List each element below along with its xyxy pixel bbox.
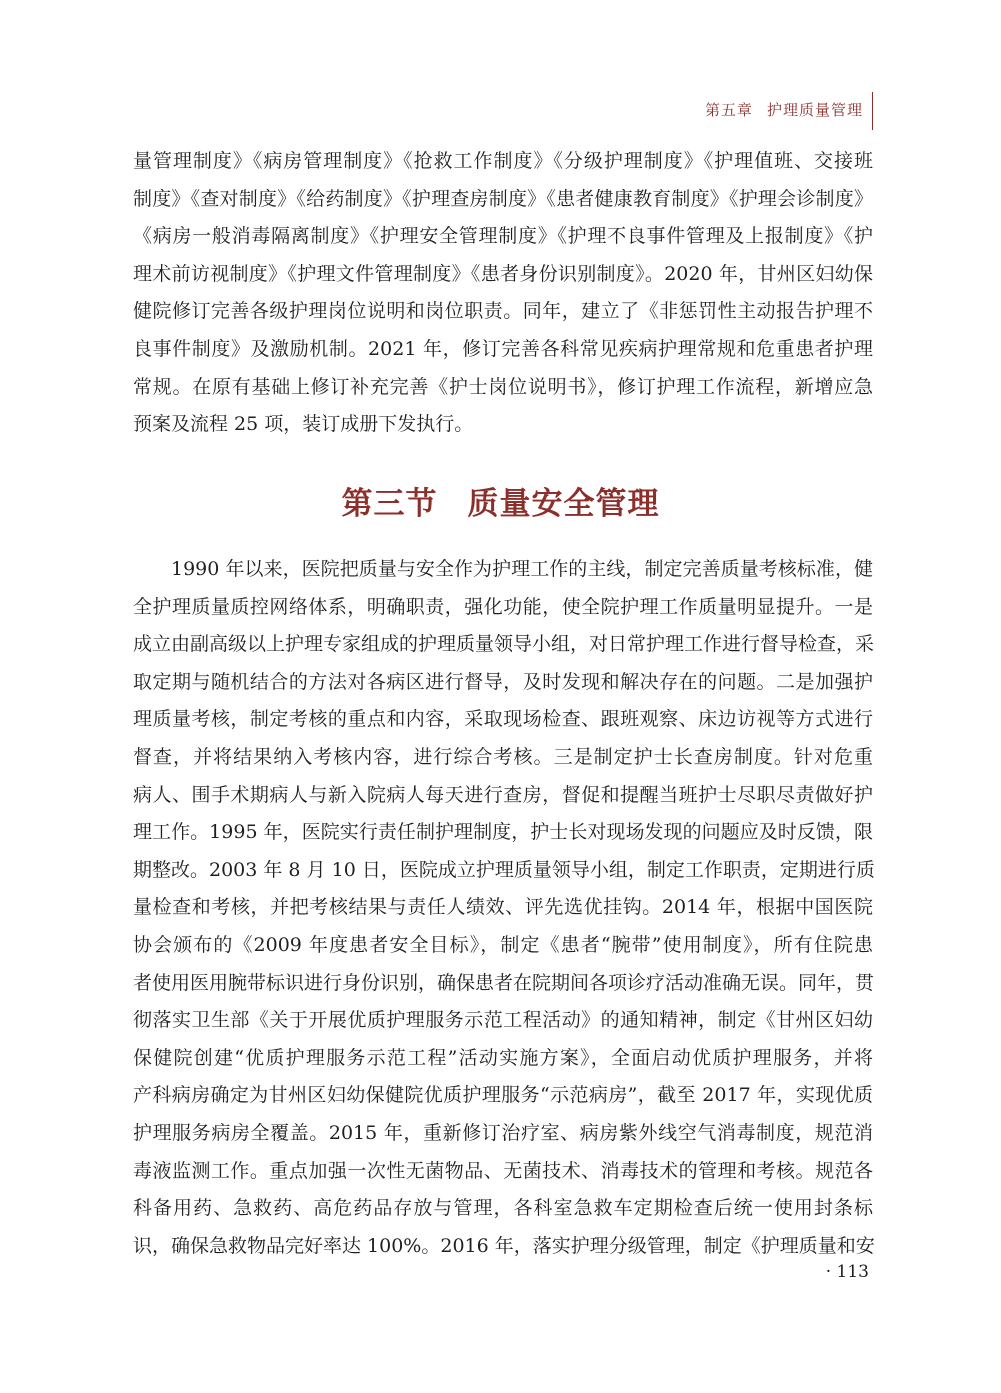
section-heading xyxy=(0,478,1001,523)
paragraph-continued xyxy=(133,143,873,444)
section-number: 第三节 xyxy=(341,486,438,522)
text-line: 保健院创建“优质护理服务示范工程”活动实施方案》，全面启动优质护理服务，并将 xyxy=(133,1046,873,1069)
text-line: 彻落实卫生部《关于开展优质护理服务示范工程活动》的通知精神，制定《甘州区妇幼 xyxy=(133,1009,873,1032)
text-line: 理工作。1995 年，医院实行责任制护理制度，护士长对现场发现的问题应及时反馈，限 xyxy=(133,821,873,844)
text-line: 全护理质量质控网络体系，明确职责，强化功能，使全院护理工作质量明显提升。一是 xyxy=(133,595,873,618)
text-line: 取定期与随机结合的方法对各病区进行督导，及时发现和解决存在的问题。二是加强护 xyxy=(133,670,873,693)
text-line: 协会颁布的《2009 年度患者安全目标》，制定《患者“腕带”使用制度》，所有住院患 xyxy=(133,933,873,956)
text-line: 病人、围手术期病人与新入院病人每天进行查房，督促和提醒当班护士尽职尽责做好护 xyxy=(133,783,873,806)
text-line: 理质量考核，制定考核的重点和内容，采取现场检查、跟班观察、床边访视等方式进行 xyxy=(133,708,873,731)
text-line: 制度》《查对制度》《给药制度》《护理查房制度》《患者健康教育制度》《护理会诊制度》 xyxy=(133,187,873,210)
text-line: 识，确保急救物品完好率达 100%。2016 年，落实护理分级管理，制定《护理质量和安 xyxy=(133,1234,875,1257)
text-line: 科备用药、急救药、高危药品存放与管理，各科室急救车定期检查后统一使用封条标 xyxy=(133,1197,873,1220)
text-line: 1990 年以来，医院把质量与安全作为护理工作的主线，制定完善质量考核标准，健 xyxy=(171,558,873,580)
text-line: 常规。在原有基础上修订补充完善《护士岗位说明书》，修订护理工作流程，新增应急 xyxy=(133,375,873,398)
chapter-title: 护理质量管理 xyxy=(766,101,863,119)
text-line: 督查，并将结果纳入考核内容，进行综合考核。三是制定护士长查房制度。针对危重 xyxy=(133,745,873,768)
text-line: 量检查和考核，并把考核结果与责任人绩效、评先选优挂钩。2014 年，根据中国医院 xyxy=(133,896,873,919)
text-line: 预案及流程 25 项，装订成册下发执行。 xyxy=(133,413,474,436)
chapter-label: 第五章 xyxy=(704,101,753,119)
text-line: 期整改。2003 年 8 月 10 日，医院成立护理质量领导小组，制定工作职责，定期进行质 xyxy=(133,858,875,881)
text-line: 健院修订完善各级护理岗位说明和岗位职责。同年，建立了《非惩罚性主动报告护理不 xyxy=(133,300,873,323)
text-line: 良事件制度》及激励机制。2021 年，修订完善各科常见疾病护理常规和危重患者护理 xyxy=(133,337,873,360)
text-line: 理术前访视制度》《护理文件管理制度》《患者身份识别制度》。2020 年，甘州区妇幼保 xyxy=(133,262,873,285)
text-line: 产科病房确定为甘州区妇幼保健院优质护理服务“示范病房”，截至 2017 年，实现优质 xyxy=(133,1084,873,1107)
section-title: 质量安全管理 xyxy=(467,486,660,522)
text-line: 护理服务病房全覆盖。2015 年，重新修订治疗室、病房紫外线空气消毒制度，规范消 xyxy=(133,1121,873,1144)
text-line: 成立由副高级以上护理专家组成的护理质量领导小组，对日常护理工作进行督导检查，采 xyxy=(133,633,875,656)
running-header xyxy=(705,99,863,120)
header-rule xyxy=(872,92,873,130)
page-number: · 113 xyxy=(825,1262,869,1282)
text-line: 《病房一般消毒隔离制度》《护理安全管理制度》《护理不良事件管理及上报制度》《护 xyxy=(133,225,873,248)
text-line: 量管理制度》《病房管理制度》《抢救工作制度》《分级护理制度》《护理值班、交接班 xyxy=(133,150,873,172)
paragraph-main xyxy=(133,551,873,1265)
text-line: 者使用医用腕带标识进行身份识别，确保患者在院期间各项诊疗活动准确无误。同年，贯 xyxy=(133,971,875,994)
text-line: 毒液监测工作。重点加强一次性无菌物品、无菌技术、消毒技术的管理和考核。规范各 xyxy=(133,1159,873,1182)
